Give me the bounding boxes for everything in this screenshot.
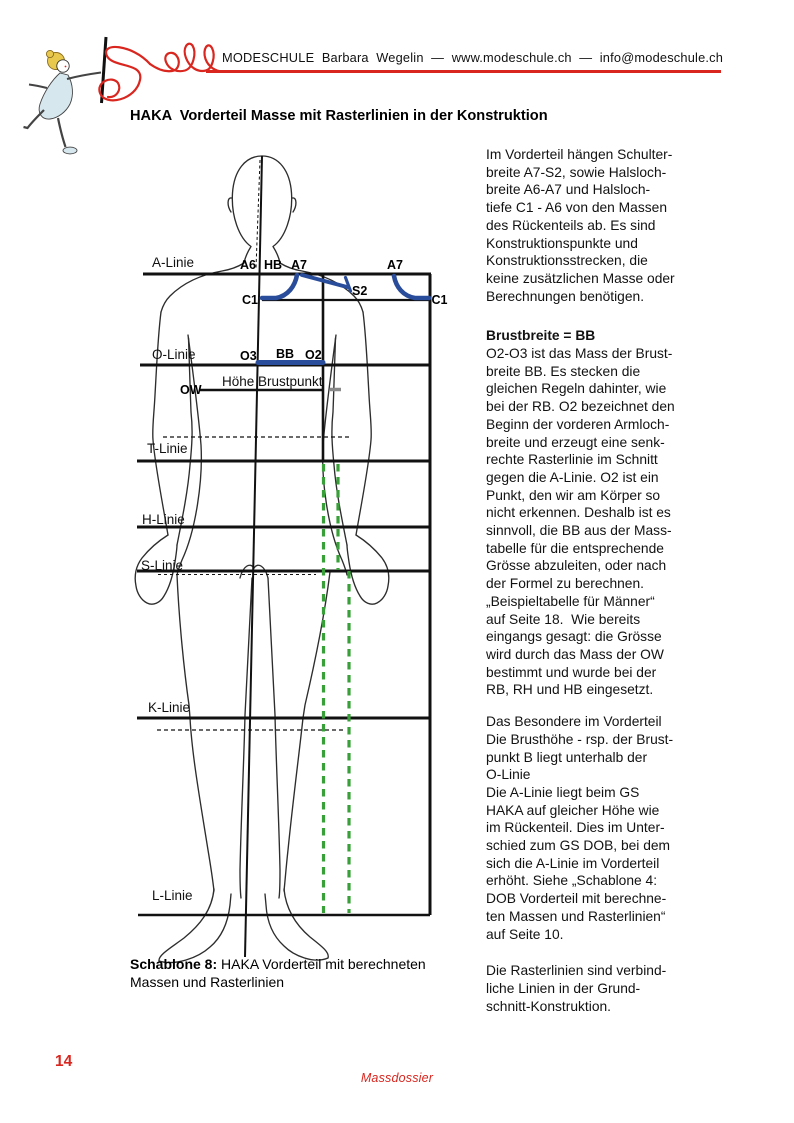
text-line: HAKA auf gleicher Höhe wie [486, 802, 660, 818]
label-bb: BB [276, 347, 295, 361]
label-o-linie: O-Linie [152, 347, 196, 362]
paragraph-brustbreite [486, 345, 711, 699]
text-line: auf Seite 18. Wie bereits [486, 611, 641, 627]
text-line: Punkt, den wir am Körper so [486, 487, 661, 503]
text-line: nicht erkennen. Deshalb ist es [486, 505, 671, 521]
text-line: Im Vorderteil hängen Schulter- [486, 147, 673, 162]
page-number: 14 [55, 1053, 73, 1070]
text-line: der Formel zu berechnen. [486, 576, 644, 592]
text-line: RB, RH und HB eingesetzt. [486, 682, 654, 698]
label-hoehe-brustpunkt: Höhe Brustpunkt [222, 374, 323, 389]
label-l-linie: L-Linie [152, 888, 193, 903]
label-s2: S2 [352, 284, 368, 298]
text-line: des Rückenteils ab. Es sind [486, 217, 656, 233]
neckline-curve-right [394, 276, 429, 298]
email-text: info@modeschule.ch [599, 50, 724, 65]
text-line: bei der RB. O2 bezeichnet den [486, 399, 675, 415]
text-line: eingangs gesagt: die Grösse [486, 629, 662, 645]
raster-lines [137, 274, 431, 915]
label-c1-right: C1 [431, 293, 448, 307]
label-a-linie: A-Linie [152, 255, 195, 270]
label-k-linie: K-Linie [148, 700, 191, 715]
paragraph-besondere [486, 713, 711, 943]
text-line: schnitt-Konstruktion. [486, 998, 611, 1014]
document-name: Massdossier [360, 1071, 434, 1085]
text-line: sinnvoll, die BB aus der Mass- [486, 523, 672, 539]
green-raster-lines [324, 464, 350, 913]
text-line: Berechnungen benötigen. [486, 288, 645, 304]
needle-icon [102, 37, 107, 103]
separator: — [423, 50, 452, 65]
text-line: Das Besondere im Vorderteil [486, 714, 662, 730]
text-line: bestimmt und wurde bei der [486, 664, 657, 680]
text-line: wird durch das Mass der OW [486, 646, 664, 662]
text-line: breite A6-A7 und Halsloch- [486, 182, 651, 198]
text-line: breite A7-S2, sowie Halsloch- [486, 164, 667, 180]
text-line: erhöht. Siehe „Schablone 4: [486, 873, 658, 889]
figure-caption [130, 956, 460, 991]
text-line: ten Massen und Rasterlinien“ [486, 908, 666, 924]
text-line: gleichen Regeln dahinter, wie [486, 381, 667, 397]
text-line: schied zum GS DOB, bei dem [486, 838, 671, 854]
text-line: rechte Rasterlinie im Schnitt [486, 452, 658, 468]
text-line: „Beispieltabelle für Männer“ [486, 593, 655, 609]
text-line: Beginn der vorderen Armloch- [486, 416, 670, 432]
caption-line1: HAKA Vorderteil mit berechneten [217, 956, 426, 972]
article-column [486, 146, 711, 1015]
website-text: www.modeschule.ch [451, 50, 572, 65]
text-line: breite und erzeugt eine senk- [486, 434, 665, 450]
text-line: Die Brusthöhe - rsp. der Brust- [486, 731, 674, 747]
label-c1-left: C1 [242, 293, 258, 307]
label-hb: HB [264, 258, 283, 272]
text-line: gegen die A-Linie. O2 ist ein [486, 469, 659, 485]
paragraph-rasterlinien [486, 962, 711, 1015]
section-heading: Brustbreite = BB [486, 328, 596, 344]
text-line: auf Seite 10. [486, 926, 564, 942]
caption-line2: Massen und Rasterlinien [130, 973, 285, 990]
text-line: punkt B liegt unterhalb der [486, 749, 648, 765]
header-rule [206, 70, 721, 73]
label-ow: OW [180, 383, 202, 397]
text-line: Konstruktionspunkte und [486, 235, 638, 251]
text-line: Konstruktionsstrecken, die [486, 253, 648, 269]
text-line: O-Linie [486, 767, 531, 783]
text-line: Die Rasterlinien sind verbind- [486, 963, 667, 979]
text-line: Grösse abzuleiten, oder nach [486, 558, 667, 574]
text-line: Die A-Linie liegt beim GS [486, 784, 640, 800]
text-line: sich die A-Linie im Vorderteil [486, 855, 660, 871]
label-t-linie: T-Linie [147, 441, 188, 456]
pattern-diagram [110, 140, 480, 1015]
header-contact-line [222, 50, 723, 65]
page-title: HAKA Vorderteil Masse mit Rasterlinien in der Konstruktion [130, 108, 548, 124]
text-line: DOB Vorderteil mit berechne- [486, 891, 667, 907]
brand-name: MODESCHULE Barbara Wegelin [222, 50, 424, 65]
separator: — [571, 50, 600, 65]
text-line: breite BB. Es stecken die [486, 363, 641, 379]
label-h-linie: H-Linie [142, 512, 185, 527]
label-a6: A6 [240, 258, 256, 272]
paragraph-intro [486, 146, 711, 305]
text-line: liche Linien in der Grund- [486, 980, 641, 996]
text-line: im Rückenteil. Dies im Unter- [486, 820, 665, 836]
caption-label: Schablone 8: [130, 956, 218, 972]
text-line: tiefe C1 - A6 von den Massen [486, 200, 667, 216]
text-line: keine zusätzlichen Masse oder [486, 270, 675, 286]
label-o3: O3 [240, 349, 257, 363]
neckline-curve-left [262, 275, 297, 298]
label-s-linie: S-Linie [141, 558, 184, 573]
text-line: tabelle für die entsprechende [486, 540, 664, 556]
label-o2: O2 [305, 348, 322, 362]
text-line: O2-O3 ist das Mass der Brust- [486, 346, 673, 362]
label-a7-right: A7 [387, 258, 403, 272]
label-a7-left: A7 [291, 258, 307, 272]
dancer-illustration [24, 50, 102, 154]
centre-front-line [245, 156, 262, 957]
